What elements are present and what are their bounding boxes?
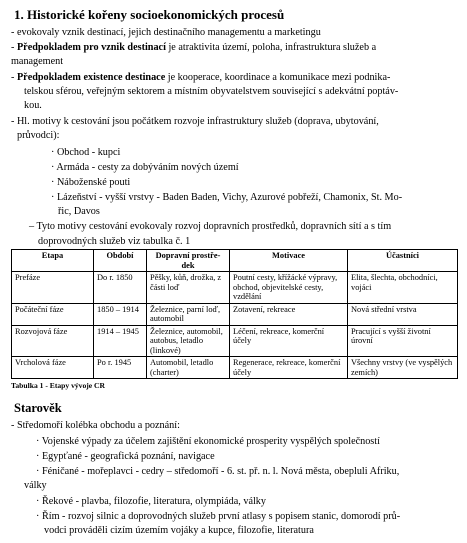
table-row bbox=[12, 272, 458, 304]
antiquity-item: · Féničané - mořeplavci - cedry – středomoří - 6. st. př. n. l. Nová města, obepluli Afriku, bbox=[36, 466, 400, 477]
antiquity-item: · Řekové - plavba, filozofie, literatura, olympiáda, války bbox=[36, 496, 266, 507]
table-cell: Automobil, letadlo (charter) bbox=[147, 357, 230, 379]
table-cell: Elita, šlechta, obchodníci, vojáci bbox=[348, 272, 458, 304]
antiquity-item: · Egypťané - geografická poznání, navigace bbox=[36, 451, 215, 462]
line-3: management bbox=[11, 56, 64, 67]
line-8: průvodci): bbox=[17, 130, 60, 141]
table-cell: Regenerace, rekreace, komerční účely bbox=[230, 357, 348, 379]
table-cell: Pracující s vyšší životní úrovní bbox=[348, 325, 458, 357]
table-cell: Poutní cesty, křížácké výpravy, obchod, objevitelské cesty, vzdělání bbox=[230, 272, 348, 304]
motive-item: · Obchod - kupci bbox=[51, 147, 121, 158]
table-cell: Prefáze bbox=[12, 272, 94, 304]
line-5: telskou sférou, veřejným sektorem a místním obyvatelstvem související s adekvátní poptáv- bbox=[24, 86, 399, 97]
table-header-row bbox=[12, 250, 458, 272]
table-caption: Tabulka 1 - Etapy vývoje CR bbox=[11, 381, 106, 390]
antiquity-item: · Řím - rozvoj silnic a doprovodných služeb první atlasy s popisem stanic, domorodí prů- bbox=[36, 511, 401, 522]
table-cell: Všechny vrstvy (ve vyspělých zemích) bbox=[348, 357, 458, 379]
col-header: Etapa bbox=[12, 250, 94, 272]
col-header: Účastníci bbox=[348, 250, 458, 272]
line-6: kou. bbox=[24, 100, 42, 111]
table-cell: Železnice, parní loď, automobil bbox=[147, 303, 230, 325]
antiquity-item-cont: války bbox=[24, 480, 47, 491]
table-cell: 1914 – 1945 bbox=[94, 325, 147, 357]
table-cell: Po r. 1945 bbox=[94, 357, 147, 379]
table-cell: Rozvojová fáze bbox=[12, 325, 94, 357]
table-cell: Pěšky, kůň, drožka, z části loď bbox=[147, 272, 230, 304]
table-cell: 1850 – 1914 bbox=[94, 303, 147, 325]
section2-intro: - Středomoří kolébka obchodu a poznání: bbox=[11, 420, 180, 431]
section2-heading: Starověk bbox=[14, 401, 62, 415]
line-7: - Hl. motivy k cestování jsou počátkem rozvoje infrastruktury služeb (doprava, ubytování, bbox=[11, 116, 379, 127]
epochs-table bbox=[11, 249, 458, 379]
col-header: Dopravní prostře-dek bbox=[147, 250, 230, 272]
table-row bbox=[12, 325, 458, 357]
table-cell: Železnice, automobil, autobus, letadlo (linkové) bbox=[147, 325, 230, 357]
antiquity-item: · Vojenské výpady za účelem zajištění ekonomické prosperity vyspělých společností bbox=[36, 436, 380, 447]
motive-item: · Náboženské pouti bbox=[51, 177, 131, 188]
transport-line-cont: doprovodných služeb viz tabulka č. 1 bbox=[38, 236, 191, 247]
table-row bbox=[12, 303, 458, 325]
col-header: Motivace bbox=[230, 250, 348, 272]
table-cell: Zotavení, rekreace bbox=[230, 303, 348, 325]
table-cell: Nová střední vrstva bbox=[348, 303, 458, 325]
col-header: Období bbox=[94, 250, 147, 272]
motive-item: · Lázeňství - vyšší vrstvy - Baden Baden, Vichy, Azurové pobřeží, Chamonix, St. Mo- bbox=[51, 192, 403, 203]
line-2: - Předpokladem pro vznik destinací je atraktivita území, poloha, infrastruktura služeb a bbox=[11, 42, 377, 53]
motive-item-cont: řic, Davos bbox=[58, 206, 100, 217]
line-4: - Předpokladem existence destinace je kooperace, koordinace a komunikace mezi podnika- bbox=[11, 72, 391, 83]
antiquity-item-cont: vodci prováděli cizím územím vojáky a kupce, filozofie, literatura bbox=[44, 525, 314, 536]
table-cell: Do r. 1850 bbox=[94, 272, 147, 304]
section-heading: 1. Historické kořeny socioekonomických procesů bbox=[14, 7, 285, 22]
table-cell: Vrcholová fáze bbox=[12, 357, 94, 379]
motive-item: · Armáda - cesty za dobýváním nových území bbox=[51, 162, 239, 173]
line-1: - evokovaly vznik destinací, jejich destinačního managementu a marketingu bbox=[11, 27, 321, 38]
table-cell: Počáteční fáze bbox=[12, 303, 94, 325]
transport-line: – Tyto motivy cestování evokovaly rozvoj dopravních prostředků, dopravních sítí a s tím bbox=[29, 221, 392, 232]
table-cell: Léčení, rekreace, komerční účely bbox=[230, 325, 348, 357]
table-row bbox=[12, 357, 458, 379]
